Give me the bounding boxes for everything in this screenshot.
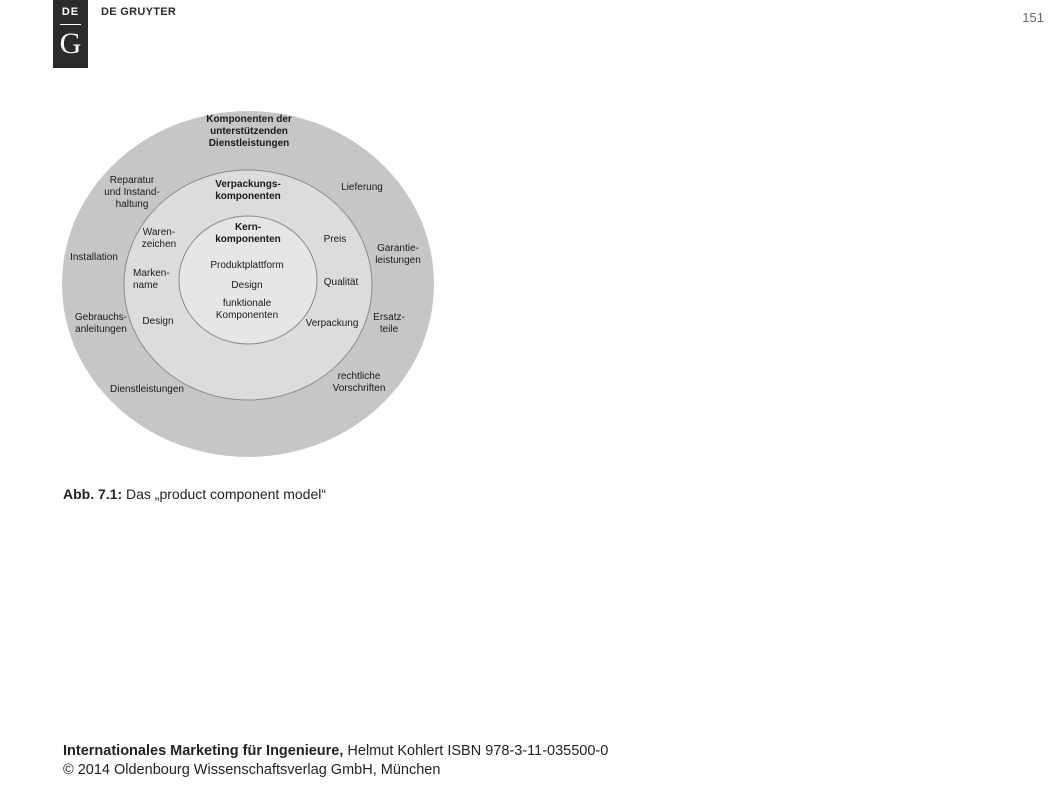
label-line: Marken- (133, 268, 170, 279)
label-line: Komponenten der (206, 114, 292, 125)
label-line: unterstützenden (210, 126, 288, 137)
label-lieferung (341, 182, 383, 193)
label-line: und Instand- (104, 187, 160, 198)
label-line: anleitungen (75, 324, 127, 335)
label-line: Produktplattform (210, 260, 284, 271)
label-line: komponenten (215, 191, 281, 202)
label-line: rechtliche (337, 371, 381, 382)
label-dienstleistungen (110, 384, 184, 395)
label-line: zeichen (141, 239, 177, 250)
label-line: Preis (323, 234, 347, 245)
label-funktionale-komponenten (216, 298, 278, 321)
label-qualitaet (324, 277, 359, 288)
label-line: leistungen (375, 255, 421, 266)
outer-ring-title (206, 114, 292, 149)
caption-text: Das „product component model“ (126, 486, 327, 502)
page-number: 151 (1022, 10, 1044, 25)
logo-de-text: DE (61, 6, 80, 18)
figure-caption (63, 486, 326, 502)
label-line: Kern- (234, 222, 262, 233)
label-line: funktionale (222, 298, 272, 309)
label-line: teile (379, 324, 399, 335)
citation-footer (63, 742, 608, 780)
label-line: Lieferung (341, 182, 383, 193)
middle-ring-title (215, 179, 281, 202)
label-line: Installation (70, 252, 118, 263)
label-installation (70, 252, 118, 263)
label-line: Komponenten (215, 310, 279, 321)
label-preis (324, 234, 347, 245)
label-verpackung (306, 318, 359, 329)
label-garantieleistungen (375, 243, 421, 266)
label-line: Vorschriften (332, 383, 386, 394)
label-vorschriften (333, 371, 386, 394)
label-line: Dienstleistungen (208, 138, 290, 149)
label-warenzeichen (142, 227, 176, 250)
label-produktplattform (210, 260, 283, 271)
label-line: name (133, 280, 159, 291)
label-line: Gebrauchs- (74, 312, 128, 323)
label-gebrauchsanleitungen (75, 312, 127, 335)
label-line: Verpackung (305, 318, 359, 329)
logo-g-text: G (59, 27, 82, 60)
label-line: Reparatur (109, 175, 155, 186)
label-line: Design (142, 316, 174, 327)
caption-label: Abb. 7.1: (63, 486, 123, 502)
label-line: haltung (115, 199, 149, 210)
copyright-line: © 2014 Oldenbourg Wissenschaftsverlag GmbH, München (63, 762, 441, 778)
label-line: Garantie- (377, 243, 419, 254)
book-info: Helmut Kohlert ISBN 978-3-11-035500-0 (347, 743, 609, 759)
citation-line-1 (63, 742, 608, 761)
label-line: Verpackungs- (215, 179, 281, 190)
label-line: Design (231, 280, 263, 291)
publisher-name: DE GRUYTER (101, 6, 177, 18)
book-title: Internationales Marketing für Ingenieure, (63, 743, 344, 759)
label-line: Dienstleistungen (110, 384, 184, 395)
label-design-packaging (142, 316, 173, 327)
label-line: Waren- (142, 227, 176, 238)
label-line: Ersatz- (373, 312, 405, 323)
label-line: komponenten (215, 234, 281, 245)
label-line: Qualität (323, 277, 359, 288)
label-design-core (231, 280, 262, 291)
